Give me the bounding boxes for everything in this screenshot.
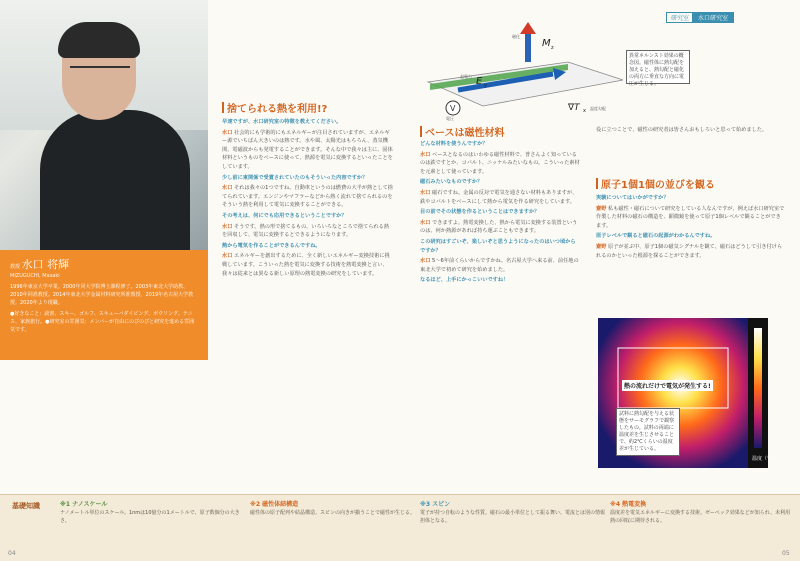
- svg-text:z: z: [551, 45, 554, 51]
- profile-name: 水口 将輝: [21, 258, 70, 271]
- question: どんな材料を使うんですか？: [420, 141, 488, 147]
- answer: ベースとなるのはいわゆる磁性材料で、普さんよく知っているのは鉄ですとか、コバルト、ニッケルみたいなもの。こういった素材を元素として使っています。: [420, 151, 580, 175]
- glossary-item: ※4 熱電変換 温度差を電気エネルギーに変換する技術。ゼーベック効果などが知られ、未利用熱の回収に期待される。: [610, 501, 791, 524]
- col3-heading: 原子1個1個の並びを観る: [596, 176, 715, 191]
- answer: それは我々の1つですね。自動車というのは燃費の大半が熱として捨てられています。エンジンやマフラーなどから熱く流れて捨てられるのをそういう熱を利用して電気に変換することができる。: [222, 185, 393, 209]
- temperature-scale: [754, 328, 762, 448]
- glossary-item: ※1 ナノスケール ナノメートル単位のスケール。1nmは10億分の1メートルで、原子数個分の大きさ。: [60, 501, 240, 524]
- speaker-label: 水口: [420, 258, 431, 265]
- col1-heading: 捨てられる熱を利用!?: [222, 100, 327, 115]
- svg-text:M: M: [542, 38, 551, 49]
- question: なるほど、上手にかっこいいですね！: [420, 277, 509, 284]
- svg-text:起電力: 起電力: [460, 74, 472, 79]
- answer: そうです。熱の形で捨てるもの、いろいろなところで捨てられる熱を回収して、電気に変換するとできるようになります。: [222, 223, 389, 239]
- speaker-label: 水口: [222, 223, 233, 230]
- page-number-left: 04: [8, 550, 16, 557]
- col1-body: [222, 118, 394, 280]
- svg-text:電圧: 電圧: [446, 116, 454, 121]
- answer: 私も磁性・磁石について研究をしている人なんですが、例えば水口研究室で作製した材料の磁石の構造を、顕微鏡を使って原子1個レベルで観ることができます。: [596, 205, 785, 229]
- question: 原子レベルで観ると磁石の起源がわかるんですね。: [596, 233, 716, 240]
- glossary-item: ※2 磁性体結構造 磁性体の原子配列や結晶構造。スピンの向きが揃うことで磁性が生じる。: [250, 501, 416, 516]
- question: この研究はすごいぞ、楽しいぞと思うようになったのはいつ頃からですか？: [420, 238, 576, 254]
- svg-text:温度（℃）: 温度（℃）: [752, 456, 778, 462]
- question: 早速ですが、水口研究室の特徴を教えてください。: [222, 119, 342, 125]
- speaker-label: 水口: [222, 253, 233, 260]
- speaker-label: 齋野: [596, 205, 607, 212]
- speaker-label: 水口: [420, 219, 431, 226]
- glossary-item: ※3 スピン 電子が持つ自転のような性質。磁石の最小単位として振る舞い、電流とは別の情報担体となる。: [420, 501, 606, 524]
- glossary-footer: [0, 494, 800, 561]
- profile-name-en: MIZUGUCHI, Masaki: [10, 273, 60, 279]
- question: 少し前に東関係で受賞されていたのもそういった内容ですか？: [222, 174, 368, 181]
- page-number-right: 05: [782, 550, 790, 557]
- svg-text:温度勾配: 温度勾配: [590, 106, 606, 111]
- question: その考えは、何にでも応用できるということですか？: [222, 212, 347, 219]
- profile-bio: 1996年東京大学卒業。2000年同大学院博士課程修了。2003年東北大学助教、2010年同准教授。2014年東北大学金属材料研究所准教授、2019年名古屋大学教授。2020年より現職。: [10, 284, 194, 306]
- question: 目の前でその状態を作るということはできますか？: [420, 209, 540, 216]
- col2-heading: ベースは磁性材料: [420, 124, 505, 139]
- question: 熱から電気を作ることができるんですね。: [222, 242, 321, 249]
- section-title: 水口研究室: [692, 12, 734, 23]
- speaker-label: 水口: [420, 151, 431, 158]
- thermal-note: 試料に熱勾配を与える状態をサーモグラフで観察したもの。試料の両端に温度差を生じさせることで、約2℃くらいの温度差が生じている。: [616, 408, 680, 456]
- svg-text:x: x: [583, 108, 586, 114]
- speaker-label: 水口: [420, 189, 431, 196]
- answer: 5〜6年前くらいからですかね。名古屋大学へ来る前、前任地の東北大学で初めて研究を始めました。: [420, 258, 579, 273]
- diagram-callout: 異常ネルンスト効果の概念図。磁性体に熱勾配を加えると、熱勾配と磁化の両方に垂直な方向に電圧が生じる。: [626, 50, 690, 84]
- answer: 原子が並ぶ中、原子1個の磁気シグナルを観て、磁石はどうして引き付けられるのかといった根源を探ることができます。: [596, 243, 783, 259]
- answer: できますよ。熱電変換した、熱から電気に変換する装置というのは、何か熱源があれば持ち運ぶこともできます。: [420, 219, 578, 235]
- profile-hobby: ●好きなこと：読書、スキー、ゴルフ、スキューバダイビング、ボウリング、テニス、家族旅行。●研究室の雰囲気：メンバーが自由にのびのびと研究を進める雰囲気です。: [10, 311, 195, 333]
- nernst-diagram: [418, 22, 632, 122]
- portrait-photo: [0, 0, 208, 276]
- svg-text:∇T: ∇T: [568, 103, 580, 113]
- profile-role: 教授: [10, 264, 21, 270]
- speaker-label: 水口: [222, 185, 233, 192]
- question: 磁石みたいなものですか？: [420, 179, 483, 186]
- glossary-label: 基礎知識: [12, 502, 40, 510]
- answer: 社会的にも学術的にもエネルギーが注目されていますが、エネルギー源でいちばん大きいのは熱です。水や風、太陽光はもちろん、蒸気機関、電磁波からも発電することができます。そんな中で我々は主に、固体材料というものをベースに使って、熱源を電気に変換するといったことをしています。: [222, 129, 393, 170]
- speaker-label: 齋野: [596, 243, 607, 250]
- col3-intro: 役に立つことで、磁性の研究者は皆さんおもしろいと思って始めました。: [596, 127, 768, 133]
- answer: 磁石ですね。金属の反対で電気を通さない材料もありますが、鉄やコバルトをベースにして熱から電気を作る研究をしています。: [420, 189, 578, 205]
- svg-text:V: V: [450, 104, 456, 113]
- profile-box: [0, 250, 208, 360]
- speaker-label: 水口: [222, 129, 233, 136]
- question: 実験についてはいかがですか？: [596, 195, 669, 201]
- col3-body: [596, 194, 786, 262]
- svg-text:E: E: [476, 76, 483, 87]
- col2-body: [420, 140, 580, 287]
- section-tag: 研究室: [666, 12, 694, 23]
- answer: エネルギーを創出するために、全く新しいエネルギー変換技術に挑戦しています。こういった熱を電気に変換する技術を熱電変換と言い、我々は従来とは異なる新しい原理の熱電変換の研究をしています。: [222, 253, 390, 277]
- svg-text:磁化: 磁化: [512, 34, 520, 39]
- thermal-title: 熱の流れだけで電気が発生する!: [622, 380, 713, 391]
- svg-text:y: y: [484, 83, 487, 89]
